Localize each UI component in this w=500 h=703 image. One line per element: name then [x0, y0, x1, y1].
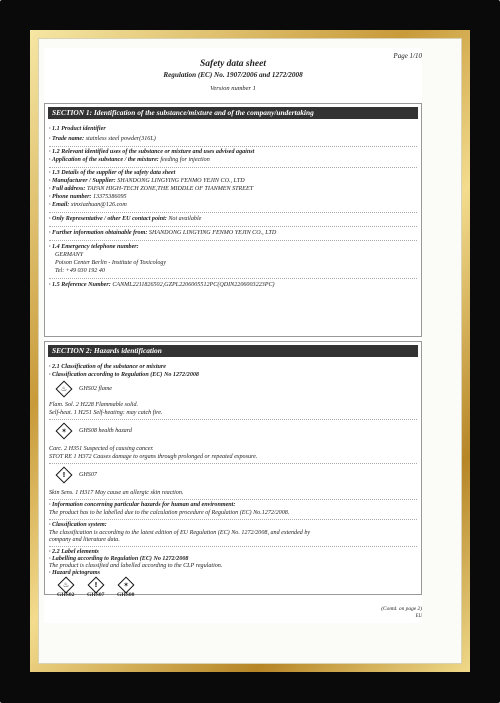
- trade-name-value: stainless steel powder(316L): [85, 136, 156, 142]
- footer-code: EU: [415, 614, 422, 619]
- section-2-header: SECTION 2: Hazards identification: [48, 345, 418, 357]
- emergency-label: · 1.4 Emergency telephone number:: [49, 244, 139, 250]
- document-title: Safety data sheet: [200, 59, 266, 69]
- application-row: [49, 157, 210, 163]
- representative-value: Not available: [168, 216, 202, 222]
- application-label: · Application of the substance / the mixture:: [49, 157, 159, 163]
- version-number: Version number 1: [210, 85, 256, 92]
- pictogram-label-3: GHS08: [117, 592, 135, 598]
- hazard-pictograms-heading: · Hazard pictograms: [49, 570, 100, 576]
- carc-row: Carc. 2 H351 Suspected of causing cancer.: [49, 446, 154, 452]
- continued-note: (Contd. on page 2): [381, 606, 422, 612]
- section-2: [44, 341, 422, 595]
- phone-row: [49, 194, 127, 200]
- divider: [49, 167, 417, 168]
- representative-label: · Only Representative / other EU contact point:: [49, 216, 167, 222]
- further-info-value: SHANDONG LINGYING FENMO YEJIN CO., LTD: [148, 230, 277, 236]
- manufacturer-row: [49, 178, 245, 184]
- reference-row: [49, 282, 275, 288]
- address-row: [49, 186, 253, 192]
- divider: [49, 546, 417, 547]
- self-heat-row: Self-heat. 1 H251 Self-heating: may catch fire.: [49, 410, 163, 416]
- exclamation-icon: !: [57, 468, 71, 482]
- health-hazard-icon: ✶: [57, 424, 71, 438]
- exclamation-pictogram-icon: !: [89, 578, 103, 592]
- application-value: feeding for injection: [160, 157, 210, 163]
- document-subtitle: Regulation (EC) No. 1907/2006 and 1272/2008: [163, 71, 303, 79]
- emergency-country: GERMANY: [55, 252, 84, 258]
- safety-data-sheet: [44, 48, 422, 623]
- manufacturer-label: · Manufacturer / Supplier:: [49, 178, 116, 184]
- product-identifier: · 1.1 Product identifier: [49, 126, 106, 132]
- divider: [49, 419, 417, 420]
- trade-name-label: · Trade name:: [49, 136, 85, 142]
- emergency-tel: Tel: +49 030 192 40: [55, 268, 105, 274]
- email-row: [49, 202, 127, 208]
- address-value: TAFAN HIGH-TECH ZONE,THE MIDDLE OF TIANMEN STREET: [86, 186, 254, 192]
- representative-row: [49, 216, 201, 222]
- info-hazards-heading: · Information concerning particular hazards for human and environment:: [49, 502, 236, 508]
- section-1-header: SECTION 1: Identification of the substance/mixture and of the company/undertaking: [48, 107, 418, 119]
- page-number: Page 1/10: [393, 52, 422, 60]
- classification-regulation: · Classification according to Regulation (EC) No 1272/2008: [49, 372, 199, 378]
- divider: [49, 499, 417, 500]
- trade-name-row: [49, 136, 156, 142]
- pictogram-label-2: GHS07: [87, 592, 105, 598]
- reference-value: CANML2211826502,GZPL2206005512PC(QDIN2206003223PC): [112, 282, 275, 288]
- address-label: · Full address:: [49, 186, 86, 192]
- phone-label: · Phone number:: [49, 194, 92, 200]
- further-info-row: [49, 230, 276, 236]
- email-label: · Email:: [49, 202, 70, 208]
- classification-system-text-2: company and literature data.: [49, 537, 120, 543]
- divider: [49, 226, 417, 227]
- flame-icon: ♨: [57, 382, 71, 396]
- email-value: xinxiazhuan@126.com: [70, 202, 127, 208]
- ghs02-label: GHS02 flame: [79, 386, 113, 392]
- emergency-center: Poison Center Berlin - Institute of Toxicology: [55, 260, 167, 266]
- label-elements-heading: · 2.2 Label elements: [49, 549, 99, 555]
- pictogram-label-1: GHS02: [57, 592, 75, 598]
- divider: [49, 519, 417, 520]
- classification-system-text-1: The classification is according to the latest edition of EU Regulation (EC) No. 1272/2008, and extended by: [49, 530, 311, 536]
- labelling-heading: · Labelling according to Regulation (EC) No 1272/2008: [49, 556, 189, 562]
- supplier-details: · 1.3 Details of the supplier of the safety data sheet: [49, 170, 176, 176]
- manufacturer-value: SHANDONG LINGYING FENMO YEJIN CO., LTD: [117, 178, 245, 184]
- classification-heading: · 2.1 Classification of the substance or mixture: [49, 364, 166, 370]
- flam-sol-row: Flam. Sol. 2 H228 Flammable solid.: [49, 402, 139, 408]
- stot-row: STOT RE 1 H372 Causes damage to organs through prolonged or repeated exposure.: [49, 454, 258, 460]
- relevant-uses: · 1.2 Relevant identified uses of the substance or mixture and uses advised against: [49, 149, 255, 155]
- divider: [49, 278, 417, 279]
- ghs08-label: GHS08 health hazard: [79, 428, 132, 434]
- divider: [49, 463, 417, 464]
- phone-value: 13375386095: [93, 194, 127, 200]
- section-1: [44, 103, 422, 337]
- info-hazards-text: The product has to be labelled due to the calculation procedure of Regulation (EC) No.1272/2008.: [49, 510, 290, 516]
- classification-system-heading: · Classification system:: [49, 522, 107, 528]
- reference-label: · 1.5 Reference Number:: [49, 282, 111, 288]
- ghs07-label: GHS07: [79, 472, 97, 478]
- further-info-label: · Further information obtainable from:: [49, 230, 148, 236]
- skin-sens-row: Skin Sens. 1 H317 May cause an allergic skin reaction.: [49, 490, 184, 496]
- labelling-text: The product is classified and labelled according to the CLP regulation.: [49, 563, 223, 569]
- flame-pictogram-icon: ♨: [59, 578, 73, 592]
- divider: [49, 146, 417, 147]
- divider: [49, 240, 417, 241]
- divider: [49, 212, 417, 213]
- health-hazard-pictogram-icon: ✶: [119, 578, 133, 592]
